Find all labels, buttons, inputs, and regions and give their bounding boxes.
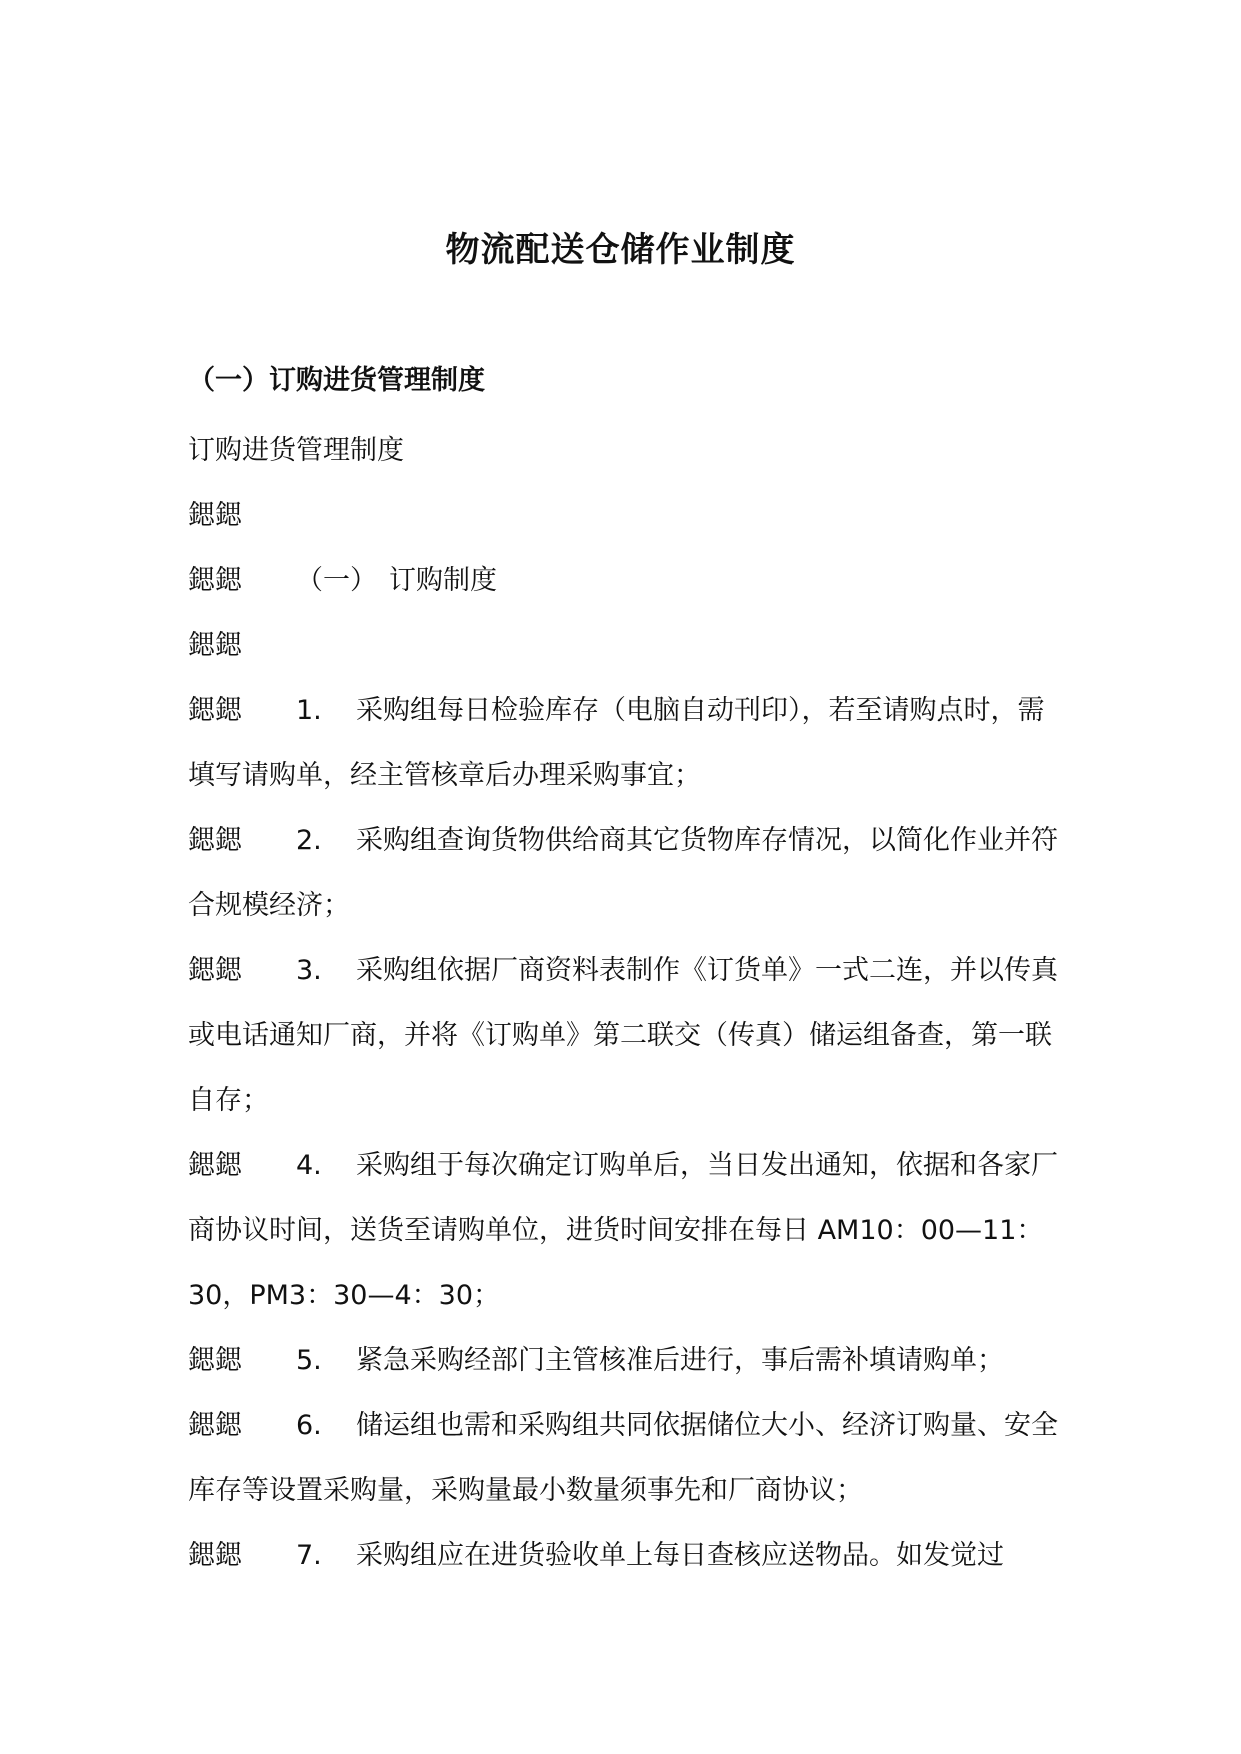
list-item [188,1328,1068,1393]
filler-text: 鍶鍶 [188,565,242,596]
item-number: 1. [296,695,322,726]
filler-text: 鍶鍶 [188,1540,242,1571]
list-item [188,808,1068,938]
document-body [188,418,1068,1588]
list-item [188,1393,1068,1523]
filler-text: 鍶鍶 [188,1150,242,1181]
item-text: 储运组也需和采购组共同依据储位大小、经济订购量、安全库存等设置采购量，采购量最小数量须事先和厂商协议； [188,1410,1058,1506]
subsection-label: 订购制度 [389,565,497,596]
filler-text: 鍶鍶 [188,825,242,856]
subtitle-line: 订购进货管理制度 [188,435,404,466]
item-text: 采购组每日检验库存（电脑自动刊印），若至请购点时，需填写请购单，经主管核章后办理采购事宜； [188,695,1045,791]
item-text: 采购组依据厂商资料表制作《订货单》一式二连，并以传真或电话通知厂商，并将《订购单》第二联交（传真）储运组备查，第一联自存； [188,955,1058,1116]
filler-text: 鍶鍶 [188,955,242,986]
item-number: 6. [296,1410,322,1441]
item-number: 2. [296,825,322,856]
item-number: 7. [296,1540,322,1571]
list-item [188,1133,1068,1328]
filler-text: 鍶鍶 [188,630,242,661]
filler-text: 鍶鍶 [188,1410,242,1441]
filler-text: 鍶鍶 [188,1345,242,1376]
item-text: 采购组应在进货验收单上每日查核应送物品。如发觉过 [356,1540,1004,1571]
document-title: 物流配送仓储作业制度 [445,230,796,270]
filler-text: 鍶鍶 [188,500,242,531]
filler-text: 鍶鍶 [188,695,242,726]
item-number: 4. [296,1150,322,1181]
item-number: 3. [296,955,322,986]
subsection-line [188,548,1068,613]
list-item [188,678,1068,808]
filler-line [188,483,1068,548]
item-text: 采购组查询货物供给商其它货物库存情况，以简化作业并符合规模经济； [188,825,1058,921]
item-text: 采购组于每次确定订购单后，当日发出通知，依据和各家厂商协议时间，送货至请购单位，进货时间安排在每日 AM10：00—11：30，PM3：30—4：30； [188,1150,1058,1311]
list-item [188,938,1068,1133]
section-heading: （一）订购进货管理制度 [188,365,485,396]
filler-line [188,613,1068,678]
subsection-mark: （一） [296,565,377,596]
item-text: 紧急采购经部门主管核准后进行，事后需补填请购单； [356,1345,1004,1376]
item-number: 5. [296,1345,322,1376]
list-item [188,1523,1068,1588]
